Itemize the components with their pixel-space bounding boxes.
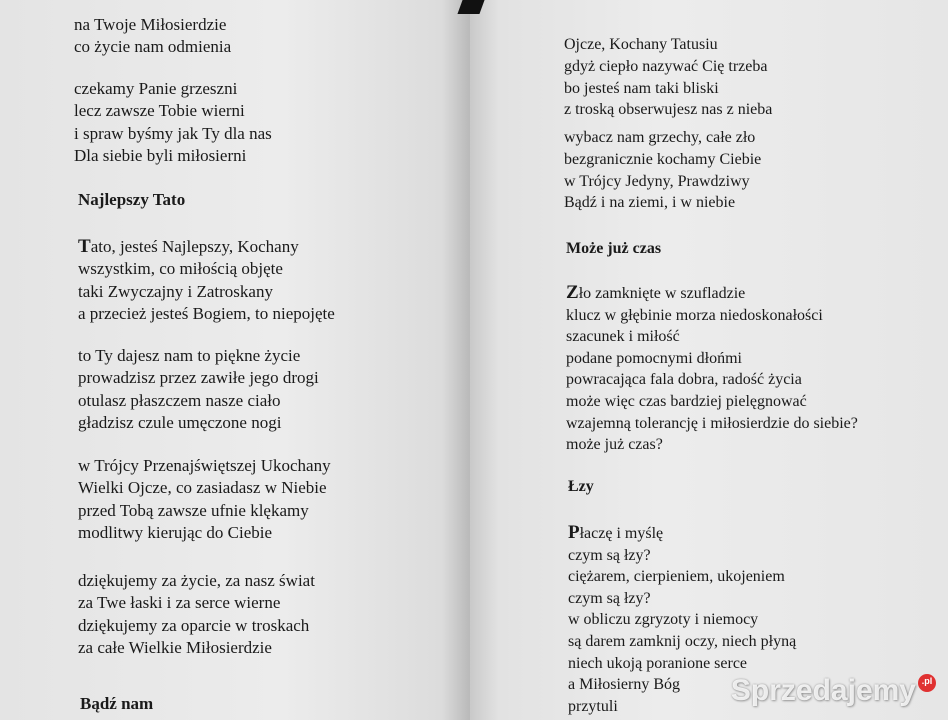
- text-line: wzajemną tolerancję i miłosierdzie do siebie?: [566, 414, 858, 432]
- text-line: a Miłosierny Bóg: [568, 676, 680, 694]
- text-line: w Trójcy Przenajświętszej Ukochany: [78, 456, 331, 475]
- text-line: może już czas?: [566, 436, 663, 454]
- text-line: gładzisz czule umęczone nogi: [78, 412, 282, 432]
- text-line: co życie nam odmienia: [74, 37, 232, 57]
- text-line-rest: ato, jesteś Najlepszy, Kochany: [90, 237, 299, 256]
- text-line: Dla siebie byli miłosierni: [74, 145, 247, 165]
- text-line: czekamy Panie grzeszni: [74, 79, 238, 98]
- left-page: [0, 0, 470, 720]
- text-line: prowadzisz przez zawiłe jego drogi: [78, 368, 319, 388]
- dropcap-letter: T: [78, 236, 91, 257]
- text-line: szacunek i miłość: [566, 328, 680, 346]
- text-line: może więc czas bardziej pielęgnować: [566, 392, 807, 410]
- text-line: niech ukoją poranione serce: [568, 654, 748, 672]
- dropcap-letter: Z: [566, 282, 579, 303]
- right-stanza-1: [564, 34, 772, 121]
- text-line: ciężarem, cierpieniem, ukojeniem: [568, 568, 785, 586]
- text-line: na Twoje Miłosierdzie: [74, 15, 227, 34]
- text-line: z troską obserwujesz nas z nieba: [564, 101, 773, 119]
- text-line: taki Zwyczajny i Zatroskany: [78, 281, 273, 301]
- poem-title-badz-nam: Bądź nam: [80, 694, 154, 713]
- text-line: gdyż ciepło nazywać Cię trzeba: [564, 57, 768, 75]
- text-line: przed Tobą zawsze ufnie klękamy: [78, 500, 309, 520]
- text-line: dziękujemy za oparcie w troskach: [78, 615, 310, 635]
- text-line: Ojcze, Kochany Tatusiu: [564, 36, 718, 53]
- text-line-rest: łaczę i myślę: [579, 525, 664, 542]
- left-stanza-2: [74, 78, 272, 167]
- text-line-with-dropcap: [568, 522, 796, 545]
- text-line: a przecież jesteś Bogiem, to niepojęte: [78, 303, 335, 323]
- text-line: w Trójcy Jedyny, Prawdziwy: [564, 172, 750, 190]
- poem-title-lzy: Łzy: [568, 478, 594, 495]
- poem1-stanza-3: [78, 455, 331, 544]
- right-stanza-2: [564, 127, 761, 214]
- text-line: modlitwy kierując do Ciebie: [78, 522, 273, 542]
- text-line: klucz w głębinie morza niedoskonałości: [566, 306, 823, 324]
- right-page: [470, 0, 948, 720]
- text-line: Wielki Ojcze, co zasiadasz w Niebie: [78, 478, 327, 498]
- poem1-stanza-4: [78, 570, 315, 659]
- text-line: przytuli: [568, 697, 618, 715]
- text-line: to Ty dajesz nam to piękne życie: [78, 346, 301, 365]
- text-line: wybacz nam grzechy, całe zło: [564, 129, 756, 146]
- text-line: w obliczu zgryzoty i niemocy: [568, 611, 759, 629]
- text-line-with-dropcap: [78, 236, 335, 258]
- sprzedajemy-watermark: [731, 674, 936, 708]
- text-line: powracająca fala dobra, radość życia: [566, 371, 802, 389]
- text-line: podane pomocnymi dłońmi: [566, 349, 742, 367]
- left-stanza-1: [74, 14, 231, 59]
- text-line: bo jesteś nam taki bliski: [564, 79, 719, 97]
- poem3-stanza: [566, 282, 858, 456]
- text-line: dziękujemy za życie, za nasz świat: [78, 571, 315, 590]
- poem-title-najlepszy-tato: Najlepszy Tato: [78, 190, 186, 209]
- text-line: i spraw byśmy jak Ty dla nas: [74, 123, 272, 143]
- text-line: są darem zamknij oczy, niech płyną: [568, 632, 797, 650]
- text-line-rest: ło zamknięte w szufladzie: [578, 285, 746, 302]
- watermark-dot-icon: [918, 674, 936, 692]
- text-line: Bądź i na ziemi, i w niebie: [564, 194, 736, 212]
- text-line: otulasz płaszczem nasze ciało: [78, 390, 281, 410]
- text-line: wszystkim, co miłością objęte: [78, 259, 283, 279]
- text-line: lecz zawsze Tobie wierni: [74, 101, 245, 121]
- text-line: za całe Wielkie Miłosierdzie: [78, 637, 272, 657]
- poem-title-moze-juz-czas: Może już czas: [566, 240, 662, 257]
- text-line: czym są łzy?: [568, 589, 651, 607]
- watermark-dot-text: .pl: [921, 676, 933, 686]
- poem1-stanza-2: [78, 345, 319, 434]
- text-line: czym są łzy?: [568, 546, 651, 564]
- poem1-stanza-1: [78, 236, 335, 325]
- text-line: bezgranicznie kochamy Ciebie: [564, 150, 762, 168]
- text-line-with-dropcap: [566, 282, 858, 305]
- watermark-text: Sprzedajemy: [730, 674, 916, 707]
- text-line: za Twe łaski i za serce wierne: [78, 593, 281, 613]
- dropcap-letter: P: [568, 522, 580, 543]
